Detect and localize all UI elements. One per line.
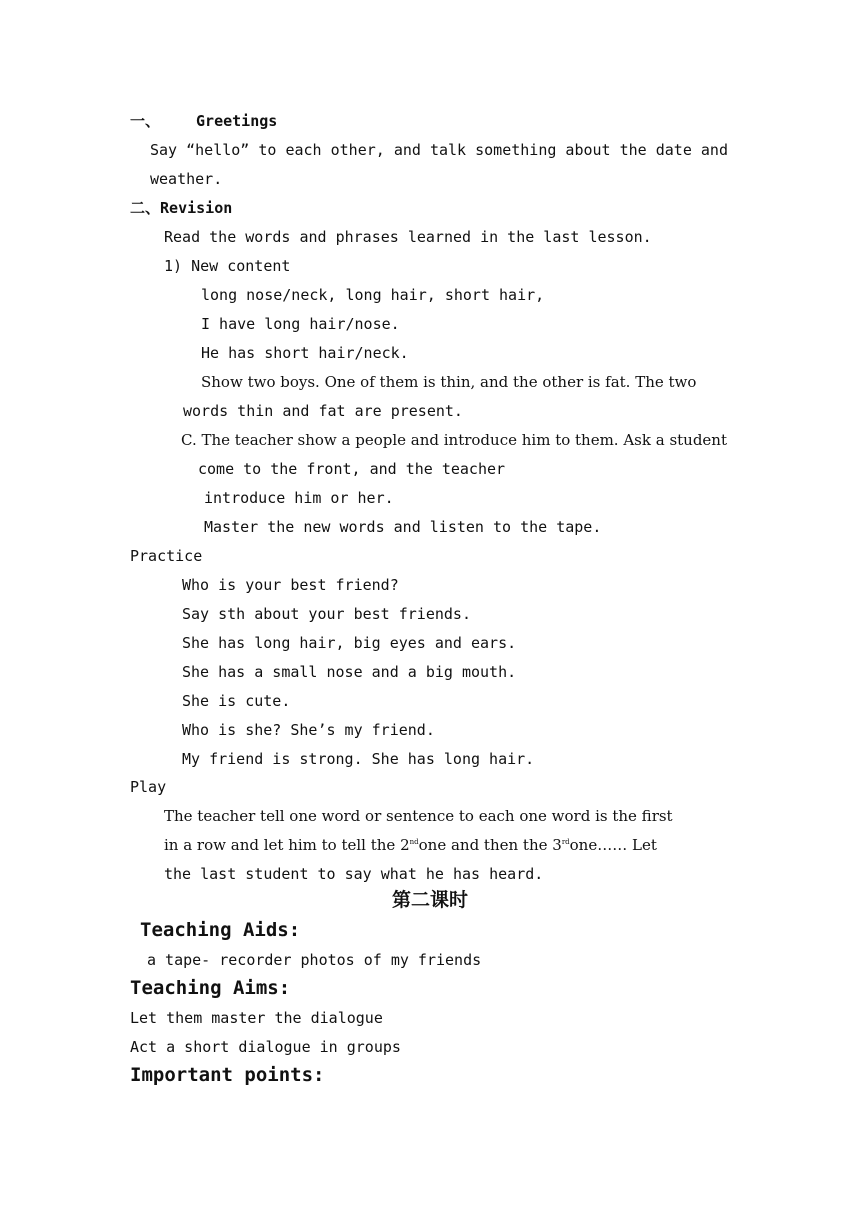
text-run: one…… Let [569, 836, 657, 854]
practice-line: She has long hair, big eyes and ears. [182, 634, 517, 652]
section-play-heading: Play [130, 778, 167, 796]
paragraph-line: C. The teacher show a people and introduce him to them. Ask a student [181, 431, 727, 449]
paragraph-line: Say “hello” to each other, and talk something about the date and [150, 141, 728, 159]
teaching-aims-heading: Teaching Aims: [130, 977, 291, 999]
paragraph-line [164, 835, 657, 855]
paragraph-line: weather. [150, 170, 223, 188]
section-revision-heading [130, 198, 232, 218]
paragraph-line: long nose/neck, long hair, short hair, [201, 286, 545, 304]
subsection-heading: 1) New content [164, 257, 291, 275]
teaching-aids-heading: Teaching Aids: [140, 919, 301, 941]
paragraph-line: The teacher tell one word or sentence to each one word is the first [164, 807, 673, 825]
section-marker: 一、 [130, 112, 161, 130]
section-practice-heading: Practice [130, 547, 203, 565]
paragraph-line: introduce him or her. [204, 489, 394, 507]
practice-line: Say sth about your best friends. [182, 605, 471, 623]
ordinal-suffix: rd [561, 838, 570, 846]
section-title: Greetings [196, 112, 278, 130]
paragraph-line: Master the new words and listen to the tape. [204, 518, 602, 536]
paragraph-line: the last student to say what he has heard. [164, 865, 544, 883]
practice-line: My friend is strong. She has long hair. [182, 750, 535, 768]
practice-line: She is cute. [182, 692, 291, 710]
section-marker: 二、 [130, 199, 161, 217]
important-points-heading: Important points: [130, 1064, 325, 1086]
text-run: in a row and let him to tell the 2 [164, 836, 410, 854]
paragraph-line: Show two boys. One of them is thin, and the other is fat. The two [201, 373, 697, 391]
lesson-title: 第二课时 [391, 889, 468, 911]
text-run: one and then the 3 [418, 836, 562, 854]
section-greetings-heading [130, 111, 277, 131]
paragraph-line: words thin and fat are present. [183, 402, 463, 420]
paragraph-line: come to the front, and the teacher [198, 460, 506, 478]
practice-line: Who is your best friend? [182, 576, 399, 594]
paragraph-line: Let them master the dialogue [130, 1009, 383, 1027]
practice-line: She has a small nose and a big mouth. [182, 663, 517, 681]
practice-line: Who is she? She’s my friend. [182, 721, 435, 739]
paragraph-line: Read the words and phrases learned in the last lesson. [164, 228, 652, 246]
paragraph-line: He has short hair/neck. [201, 344, 409, 362]
paragraph-line: I have long hair/nose. [201, 315, 400, 333]
section-title: Revision [160, 199, 233, 217]
ordinal-suffix: nd [409, 838, 419, 846]
paragraph-line: a tape- recorder photos of my friends [147, 951, 482, 969]
paragraph-line: Act a short dialogue in groups [130, 1038, 401, 1056]
